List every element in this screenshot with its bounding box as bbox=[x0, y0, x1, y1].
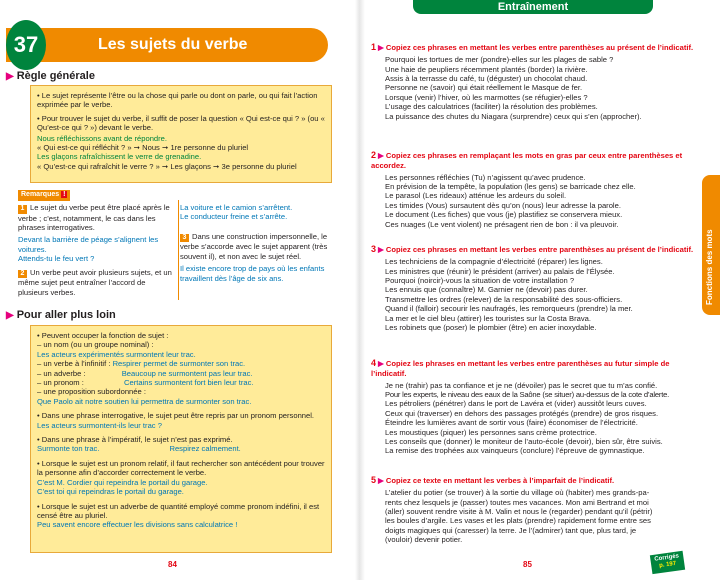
exercise-2-line: Ces nuages (Le vent violent) ne présagent rien de bon : il va pleuvoir. bbox=[385, 219, 619, 229]
further-d2: C’est M. Cordier qui repeindra le portail du garage. bbox=[37, 477, 208, 487]
exercise-4-instruction: 4 ▶ Copiez les phrases en mettant les verbes entre parenthèses au futur simple de l’indicatif. bbox=[371, 358, 670, 379]
further-a7: – une proposition subordonnée : bbox=[37, 387, 146, 397]
remark-2-ex1: La voiture et le camion s’arrêtent. bbox=[180, 203, 293, 212]
remark-1: 1 Le sujet du verbe peut être placé après le verbe ; c’est, notamment, le cas dans les phrases interrogatives. bbox=[18, 203, 170, 233]
exercise-4-line: Les conseils que (donner) le moniteur de l’auto-école (devoir), bien sûr, être suivis. bbox=[385, 437, 663, 446]
rule-p1: • Le sujet représente l’être ou la chose qui parle ou dont on parle, ou qui fait l’action exprimée par le verbe. bbox=[37, 91, 318, 110]
exercise-1-instruction: 1 ▶ Copiez ces phrases en mettant les verbes entre parenthèses au présent de l’indicatif. bbox=[371, 42, 694, 52]
chapter-title-bar bbox=[6, 28, 328, 62]
further-e1: • Lorsque le sujet est un adverbe de quantité employé comme pronom indéfini, il est censé être au pluriel. bbox=[37, 501, 320, 520]
exercise-2-line: En prévision de la tempête, la population (les gens) se barricade chez elle. bbox=[385, 181, 636, 191]
exercise-3-line: Les ministres que (réunir) le président (arriver) au palais de l’Élysée. bbox=[385, 266, 615, 276]
left-page bbox=[0, 0, 357, 580]
rule-p2b: Nous réfléchissons avant de répondre. bbox=[37, 133, 168, 143]
further-d1: • Lorsque le sujet est un pronom relatif, il faut rechercher son antécédent pour trouver la personne afin d’accorder correctement le verbe. bbox=[37, 458, 325, 478]
exercise-4-line: Les pétroliers (pénétrer) dans le port de Lavéra et (vider) aussitôt leurs cuves. bbox=[385, 399, 647, 409]
remarks-col-2 bbox=[180, 203, 330, 283]
arrow-icon: ▶ bbox=[6, 310, 14, 321]
further-heading: ▶ Pour aller plus loin bbox=[6, 309, 116, 321]
exercise-3-line: Pourquoi (noircir)-vous la situation de votre installation ? bbox=[385, 275, 575, 285]
page-number-right: 85 bbox=[523, 560, 532, 570]
exercise-1-line: Pourquoi les tortues de mer (pondre)-elles sur les plages de sable ? bbox=[385, 55, 614, 65]
remark-3: 3 Dans une construction impersonnelle, le verbe s’accorde avec le sujet apparent (très souvent il), et non avec le sujet réel. bbox=[180, 231, 328, 261]
chapter-number: 37 bbox=[6, 20, 46, 70]
exercises-header: Entraînement bbox=[413, 0, 653, 14]
exercise-5-line: rents chez lesquels je (passer) toutes mes vacances. Mon ami Bertrand et moi bbox=[385, 497, 649, 507]
rule-p2d: Les glaçons rafraîchissent le verre de grenadine. bbox=[37, 152, 202, 162]
remark-1-ex1: Devant la barrière de péage s’alignent les voitures. bbox=[18, 235, 159, 254]
exercise-2-line: Le parasol (Les rideaux) atténue les ardeurs du soleil. bbox=[385, 191, 567, 201]
remark-1-ex2: Attends-tu le feu vert ? bbox=[18, 254, 95, 264]
exercise-1-line: L’usage des calculatrices (faciliter) la résolution des problèmes. bbox=[385, 102, 598, 112]
exercise-4-line: Ceux qui (traverser) en dehors des passages protégés (prendre) de gros risques. bbox=[385, 408, 659, 418]
arrow-icon: ▶ bbox=[6, 71, 14, 82]
exercise-4-line: Pour les experts, le niveau des eaux de la Saône (se situer) au-dessus de la cote d’alerte. bbox=[385, 389, 670, 399]
remarks-separator bbox=[178, 200, 179, 300]
further-a3: Les acteurs expérimentés surmontent leur trac. bbox=[37, 349, 196, 359]
remark-2-ex2: Le conducteur freine et s’arrête. bbox=[180, 212, 288, 222]
further-a1: • Peuvent occuper la fonction de sujet : bbox=[37, 331, 169, 340]
further-a8: Que Paolo ait notre soutien lui permettra de surmonter son trac. bbox=[37, 396, 252, 406]
further-a5-row: – un adverbe : Beaucoup ne surmontent pas leur trac. bbox=[37, 368, 253, 378]
exercise-3-line: La mer et le ciel bleu (attirer) les touristes sur la Costa Brava. bbox=[385, 313, 591, 323]
remark-3-number: 3 bbox=[180, 234, 189, 243]
exercise-3-instruction: 3 ▶ Copiez ces phrases en mettant les verbes entre parenthèses au présent de l’indicatif. bbox=[371, 244, 694, 254]
exercise-5-line: (aller) souvent rendre visite à M. Valin et nous le (regarder) pendant qu’il (pétrir) bbox=[385, 506, 653, 516]
chapter-title: Les sujets du verbe bbox=[98, 36, 248, 53]
exercise-2-instruction: 2 ▶ Copiez ces phrases en remplaçant les mots en gras par ceux entre parenthèses et accordez. bbox=[371, 150, 683, 171]
exercise-1 bbox=[371, 42, 701, 121]
remark-1-number: 1 bbox=[18, 205, 27, 214]
exercise-2-line: Le document (Les fiches) que vous (je) plastifiez se conservera mieux. bbox=[385, 210, 623, 220]
further-c2-row: Surmonte ton trac. Respirez calmement. bbox=[37, 444, 241, 454]
exercise-1-line: La puissance des chutes du Niagara (surprendre) ceux qui s’en (approcher). bbox=[385, 111, 642, 121]
exercise-2 bbox=[371, 150, 701, 229]
exercise-5-instruction: 5 ▶ Copiez ce texte en mettant les verbes à l’imparfait de l’indicatif. bbox=[371, 475, 615, 485]
exercise-4-line: La remise des trophées aux vainqueurs (conclure) l’épreuve de gymnastique. bbox=[385, 446, 645, 456]
exercise-5-line: les boules d’argile. Les vases et les plats (prendre) rapidement forme entre ses bbox=[385, 516, 651, 526]
rule-p2a: • Pour trouver le sujet du verbe, il suffit de poser la question « Qui est-ce qui ? » (ou « Qu’est-ce qui ? ») devant le verbe. bbox=[37, 113, 325, 133]
remark-2: 2 Un verbe peut avoir plusieurs sujets, et un même sujet peut entraîner l’accord de plusieurs verbes. bbox=[18, 267, 172, 297]
exercise-4-line: Je ne (trahir) pas ta confiance et je ne (dévoiler) pas le secret que tu m’as confié. bbox=[385, 380, 658, 390]
further-box bbox=[30, 325, 332, 553]
page-number-left: 84 bbox=[168, 560, 177, 570]
exercise-2-line: Les timides (Vous) sursautent dès qu’on (nous) leur adresse la parole. bbox=[385, 200, 621, 210]
remark-2-number: 2 bbox=[18, 270, 27, 279]
exercise-4 bbox=[371, 358, 701, 456]
further-e2: Peu savent encore effectuer les divisions sans calculatrice ! bbox=[37, 520, 238, 530]
exercise-5-line: doigts magiques qui (caresser) la terre. Je l’(admirer) tant que, plus tard, je bbox=[385, 525, 637, 535]
section-side-tab: Fonctions des mots bbox=[702, 175, 720, 315]
exercise-5-line: (vouloir) devenir potier. bbox=[385, 535, 463, 545]
exercise-3 bbox=[371, 244, 701, 332]
exercise-3-line: Les robinets que (poser) le plombier (être) en acier inoxydable. bbox=[385, 323, 597, 332]
exclamation-icon: ! bbox=[63, 191, 66, 198]
exercise-1-line: Une haie de peupliers récemment plantés (border) la rivière. bbox=[385, 64, 588, 74]
rule-heading: ▶ Règle générale bbox=[6, 70, 95, 82]
answers-badge: Corrigés p. 197 bbox=[650, 551, 685, 574]
exercise-3-line: Les ennuis que (connaître) M. Garnier ne (devoir) pas durer. bbox=[385, 285, 588, 295]
rule-p2e: « Qu’est-ce qui rafraîchit le verre ? » ➞ Les glaçons ➞ 3e personne du pluriel bbox=[37, 161, 297, 171]
right-page bbox=[363, 0, 720, 580]
exercise-1-line: Personne ne (savoir) qui était réellement le Masque de fer. bbox=[385, 83, 583, 93]
further-b1: • Dans une phrase interrogative, le sujet peut être repris par un pronom personnel. bbox=[37, 411, 315, 421]
further-a2: – un nom (ou un groupe nominal) : bbox=[37, 340, 154, 350]
further-b2: Les acteurs surmontent-ils leur trac ? bbox=[37, 420, 162, 430]
exercise-2-line: Les personnes réfléchies (Tu) n’agissent qu’avec prudence. bbox=[385, 172, 586, 182]
exercise-5 bbox=[371, 475, 701, 545]
exercise-3-line: Quand il (falloir) secourir les naufragés, les remorqueurs (prendre) la mer. bbox=[385, 304, 633, 314]
exercise-1-line: Assis à la terrasse du café, tu (déguster) un chocolat chaud. bbox=[385, 73, 588, 83]
remarks-label: Remarques ! bbox=[18, 190, 70, 201]
exercise-5-line: L’atelier du potier (se trouver) à la sortie du village où (habiter) mes grands-pa- bbox=[385, 488, 650, 498]
further-a6-row: – un pronom : Certains surmontent fort bien leur trac. bbox=[37, 378, 254, 388]
remark-3-ex: Il existe encore trop de pays où les enfants travaillent dès l’âge de six ans. bbox=[180, 264, 325, 283]
exercise-1-line: Lorsque (venir) l’hiver, où les marmottes (se réfugier)-elles ? bbox=[385, 92, 588, 102]
rule-p2c: « Qui est-ce qui réfléchit ? » ➞ Nous ➞ 1re personne du pluriel bbox=[37, 143, 249, 153]
exercise-4-line: Éteindre les lumières avant de sortir vous (faire) économiser de l’électricité. bbox=[385, 418, 638, 428]
further-d3: C’est toi qui repeindras le portail du garage. bbox=[37, 487, 184, 497]
exercise-3-line: Les techniciens de la compagnie d’électricité (réparer) les lignes. bbox=[385, 257, 603, 267]
further-a4-row: – un verbe à l’infinitif : Respirer permet de surmonter son trac. bbox=[37, 359, 246, 369]
exercise-4-line: Les moustiques (piquer) les personnes sans crème protectrice. bbox=[385, 427, 597, 437]
rule-box bbox=[30, 85, 332, 183]
remarks-col-1 bbox=[18, 203, 173, 300]
further-c1: • Dans une phrase à l’impératif, le sujet n’est pas exprimé. bbox=[37, 435, 233, 445]
exercise-3-line: Transmettre les ordres (relever) de la responsabilité des sous-officiers. bbox=[385, 294, 623, 304]
